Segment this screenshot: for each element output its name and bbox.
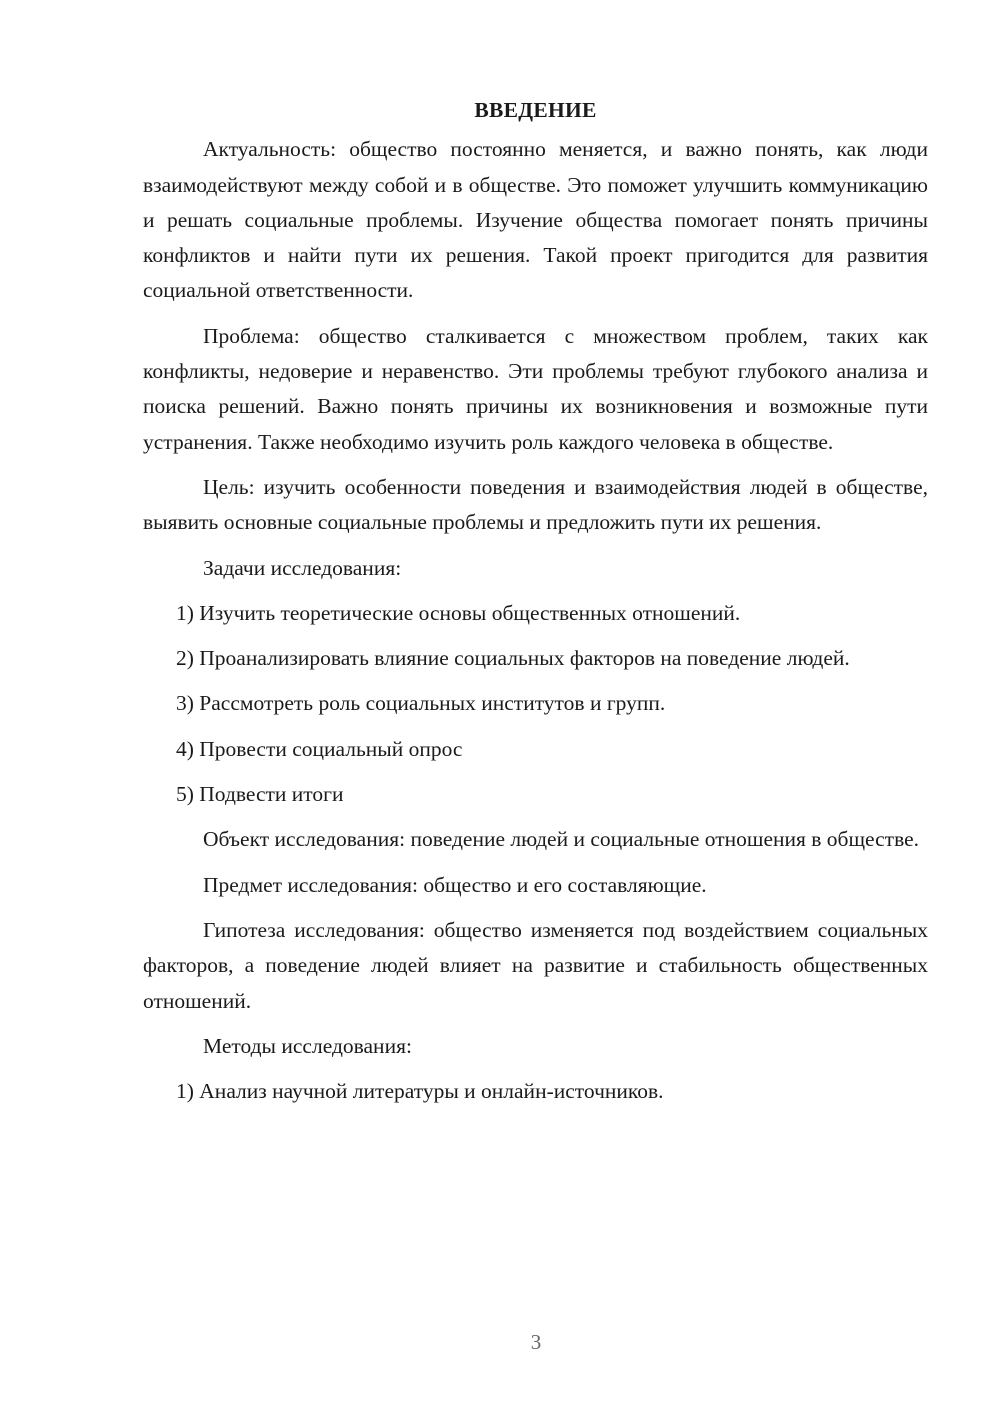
task-item: 2) Проанализировать влияние социальных факторов на поведение людей. — [176, 646, 850, 671]
subject-paragraph: Предмет исследования: общество и его составляющие. — [203, 872, 707, 897]
page-content — [143, 93, 928, 1119]
method-item: 1) Анализ научной литературы и онлайн-источников. — [176, 1079, 664, 1104]
hypothesis-paragraph: Гипотеза исследования: общество изменяется под воздействием социальных факторов, а поведение людей влияет на развитие и стабильность общественных отношений. — [143, 917, 928, 1013]
relevance-paragraph: Актуальность: общество постоянно меняется, и важно понять, как люди взаимодействуют между собой и в обществе. Это поможет улучшить коммуникацию и решать социальные проблемы. Изучение общества помогает понять причины конфликтов и найти пути их решения. Такой проект пригодится для развития социальной ответственности. — [143, 137, 928, 303]
problem-paragraph: Проблема: общество сталкивается с множеством проблем, таких как конфликты, недоверие и неравенство. Эти проблемы требуют глубокого анализа и поиска решений. Важно понять причины их возникновения и возможные пути устранения. Также необходимо изучить роль каждого человека в обществе. — [143, 323, 928, 454]
section-title: ВВЕДЕНИЕ — [474, 98, 597, 122]
page-number: 3 — [530, 1330, 542, 1354]
tasks-heading: Задачи исследования: — [203, 555, 402, 580]
task-item: 4) Провести социальный опрос — [176, 736, 463, 761]
task-item: 3) Рассмотреть роль социальных институтов и групп. — [176, 691, 666, 716]
object-paragraph: Объект исследования: поведение людей и социальные отношения в обществе. — [203, 827, 920, 852]
task-item: 1) Изучить теоретические основы общественных отношений. — [176, 600, 741, 625]
methods-heading: Методы исследования: — [203, 1033, 412, 1058]
task-item: 5) Подвести итоги — [176, 782, 344, 807]
goal-paragraph: Цель: изучить особенности поведения и взаимодействия людей в обществе, выявить основные социальные проблемы и предложить пути их решения. — [143, 474, 928, 535]
